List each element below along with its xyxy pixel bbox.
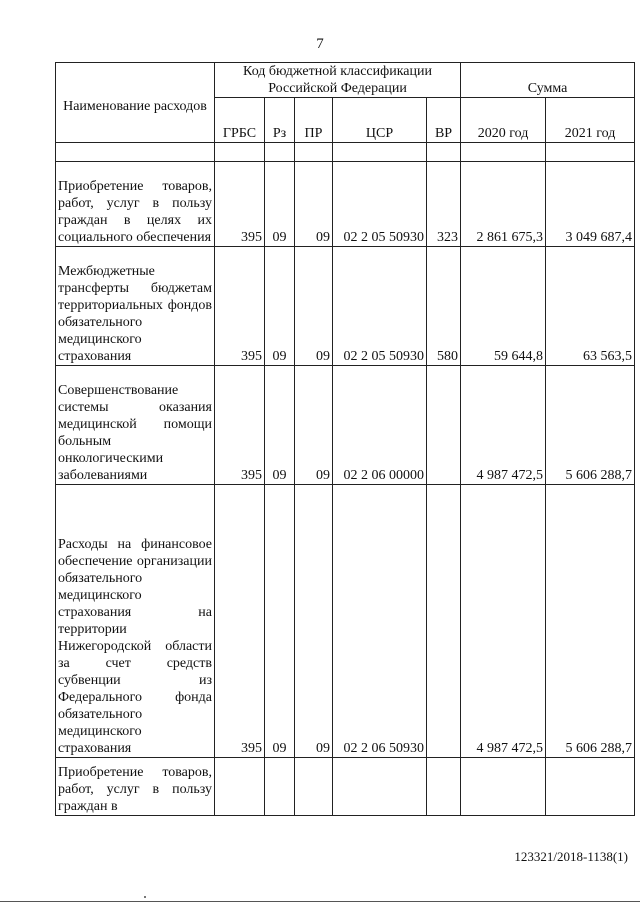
row-pr: 09 xyxy=(295,162,333,247)
row-vr: 323 xyxy=(427,162,461,247)
row-csr: 02 2 05 50930 xyxy=(333,247,427,366)
row-grbs: 395 xyxy=(215,162,265,247)
scan-speck xyxy=(144,896,146,898)
row-csr: 02 2 05 50930 xyxy=(333,162,427,247)
row-grbs: 395 xyxy=(215,366,265,485)
row-2020: 4 987 472,5 xyxy=(461,366,546,485)
header-pr: ПР xyxy=(295,98,333,143)
row-2021: 5 606 288,7 xyxy=(546,366,635,485)
budget-table xyxy=(55,62,635,816)
row-vr xyxy=(427,758,461,816)
row-2020: 4 987 472,5 xyxy=(461,485,546,758)
header-grbs: ГРБС xyxy=(215,98,265,143)
row-grbs: 395 xyxy=(215,485,265,758)
table-row xyxy=(56,366,635,485)
row-rz: 09 xyxy=(265,366,295,485)
row-grbs: 395 xyxy=(215,247,265,366)
table-row xyxy=(56,162,635,247)
row-rz: 09 xyxy=(265,485,295,758)
table-row xyxy=(56,485,635,758)
table-row xyxy=(56,758,635,816)
row-pr: 09 xyxy=(295,247,333,366)
header-rz: Рз xyxy=(265,98,295,143)
header-sum-group: Сумма xyxy=(461,63,635,98)
row-csr xyxy=(333,758,427,816)
header-code-group: Код бюджетной классификации Российской Федерации xyxy=(215,63,461,98)
table-row xyxy=(56,247,635,366)
spacer-row xyxy=(56,143,635,162)
header-vr: ВР xyxy=(427,98,461,143)
header-2020: 2020 год xyxy=(461,98,546,143)
scan-edge-line xyxy=(0,901,640,902)
document-code: 123321/2018-1138(1) xyxy=(514,849,628,864)
row-vr xyxy=(427,366,461,485)
row-2021 xyxy=(546,758,635,816)
row-rz: 09 xyxy=(265,162,295,247)
row-csr: 02 2 06 00000 xyxy=(333,366,427,485)
row-name: Приобретение товаров, работ, услуг в пользу граждан в целях их социального обеспечения xyxy=(56,162,215,247)
header-row-top xyxy=(56,63,635,98)
row-name: Совершенствование системы оказания медицинской помощи больным онкологическими заболеваниями xyxy=(56,366,215,485)
row-name: Приобретение товаров, работ, услуг в пользу граждан в xyxy=(56,758,215,816)
row-grbs xyxy=(215,758,265,816)
row-2021: 3 049 687,4 xyxy=(546,162,635,247)
row-2020 xyxy=(461,758,546,816)
row-pr: 09 xyxy=(295,485,333,758)
row-2021: 5 606 288,7 xyxy=(546,485,635,758)
row-2020: 59 644,8 xyxy=(461,247,546,366)
row-vr xyxy=(427,485,461,758)
row-name: Межбюджетные трансферты бюджетам территориальных фондов обязательного медицинского страхования xyxy=(56,247,215,366)
page-number: 7 xyxy=(316,36,324,52)
row-rz: 09 xyxy=(265,247,295,366)
row-pr: 09 xyxy=(295,366,333,485)
header-2021: 2021 год xyxy=(546,98,635,143)
row-2021: 63 563,5 xyxy=(546,247,635,366)
row-name: Расходы на финансовое обеспечение организации обязательного медицинского страхования на территории Нижегородской области за счет средств субвенции из Федерального фонда обязательного медицинского страхования xyxy=(56,485,215,758)
header-csr: ЦСР xyxy=(333,98,427,143)
row-rz xyxy=(265,758,295,816)
row-vr: 580 xyxy=(427,247,461,366)
row-pr xyxy=(295,758,333,816)
row-2020: 2 861 675,3 xyxy=(461,162,546,247)
row-csr: 02 2 06 50930 xyxy=(333,485,427,758)
header-name-column: Наименование расходов xyxy=(56,63,215,143)
